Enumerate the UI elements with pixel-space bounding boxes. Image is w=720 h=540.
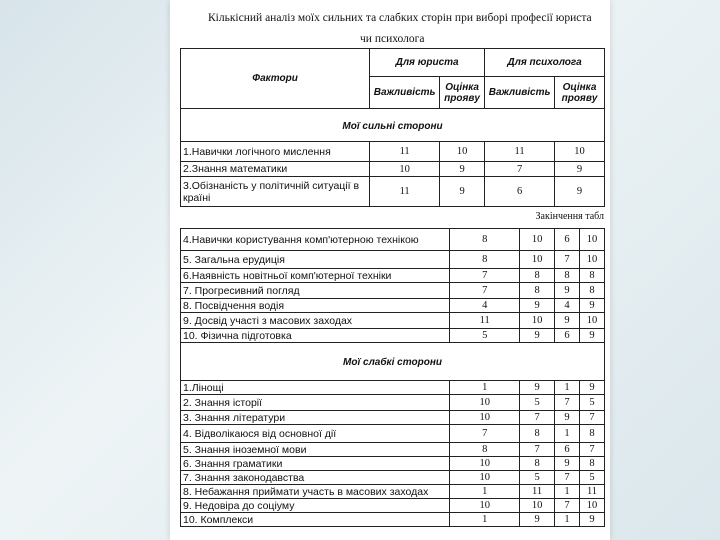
value-cell: 9	[555, 283, 580, 299]
value-cell: 9	[440, 177, 485, 207]
value-cell: 7	[580, 411, 605, 425]
value-cell: 1	[555, 425, 580, 443]
value-cell: 1	[450, 381, 520, 395]
weaknesses-section-title: Мої слабкі сторони	[181, 343, 605, 381]
value-cell: 10	[580, 499, 605, 513]
value-cell: 8	[450, 229, 520, 251]
value-cell: 11	[485, 142, 555, 162]
value-cell: 8	[450, 443, 520, 457]
header-lawyer: Для юриста	[370, 49, 485, 77]
table-row	[181, 485, 605, 499]
table-row	[181, 471, 605, 485]
strengths-section-title: Мої сильні сторони	[181, 109, 605, 142]
value-cell: 11	[520, 485, 555, 499]
value-cell: 6	[555, 443, 580, 457]
value-cell: 9	[555, 313, 580, 329]
value-cell: 10	[450, 457, 520, 471]
table-row	[181, 513, 605, 527]
value-cell: 1	[555, 485, 580, 499]
table-row	[181, 313, 605, 329]
table-row	[181, 381, 605, 395]
table-row	[181, 299, 605, 313]
value-cell: 1	[555, 381, 580, 395]
factor-cell: 6. Знання граматики	[181, 457, 450, 471]
value-cell: 11	[370, 142, 440, 162]
value-cell: 8	[520, 283, 555, 299]
value-cell: 10	[450, 471, 520, 485]
value-cell: 7	[450, 283, 520, 299]
strengths-table-part-1	[180, 48, 605, 207]
value-cell: 10	[440, 142, 485, 162]
value-cell: 5	[580, 395, 605, 411]
value-cell: 9	[520, 381, 555, 395]
value-cell: 8	[520, 269, 555, 283]
value-cell: 10	[520, 251, 555, 269]
value-cell: 5	[450, 329, 520, 343]
value-cell: 10	[450, 499, 520, 513]
value-cell: 10	[450, 395, 520, 411]
factor-cell: 10. Комплекси	[181, 513, 450, 527]
document-subtitle: чи психолога	[360, 33, 425, 45]
factor-cell: 10. Фізична підготовка	[181, 329, 450, 343]
header-importance-psychologist: Важливість	[485, 77, 555, 109]
value-cell: 1	[450, 513, 520, 527]
header-factors: Фактори	[181, 49, 370, 109]
value-cell: 10	[580, 313, 605, 329]
continuation-note: Закінчення табл	[535, 211, 604, 222]
table-row	[181, 229, 605, 251]
value-cell: 10	[450, 411, 520, 425]
value-cell: 11	[450, 313, 520, 329]
value-cell: 9	[555, 411, 580, 425]
factor-cell: 1.Навички логічного мислення	[181, 142, 370, 162]
value-cell: 4	[450, 299, 520, 313]
factor-cell: 1.Лінощі	[181, 381, 450, 395]
value-cell: 7	[520, 443, 555, 457]
document-slide	[170, 0, 610, 540]
table-row	[181, 162, 605, 177]
factor-cell: 3.Обізнаність у політичній ситуації в країні	[181, 177, 370, 207]
value-cell: 11	[580, 485, 605, 499]
value-cell: 9	[520, 513, 555, 527]
table-row	[181, 269, 605, 283]
table-row	[181, 457, 605, 471]
value-cell: 7	[520, 411, 555, 425]
strengths-table-part-2	[180, 228, 605, 527]
value-cell: 10	[520, 499, 555, 513]
table-row	[181, 425, 605, 443]
value-cell: 9	[580, 381, 605, 395]
value-cell: 9	[555, 457, 580, 471]
factor-cell: 8. Небажання приймати участь в масових заходах	[181, 485, 450, 499]
value-cell: 10	[520, 313, 555, 329]
table-row	[181, 395, 605, 411]
value-cell: 4	[555, 299, 580, 313]
factor-cell: 9. Досвід участі з масових заходах	[181, 313, 450, 329]
value-cell: 8	[580, 283, 605, 299]
factor-cell: 7. Знання законодавства	[181, 471, 450, 485]
table-row	[181, 251, 605, 269]
value-cell: 6	[485, 177, 555, 207]
value-cell: 1	[555, 513, 580, 527]
factor-cell: 4. Відволікаюся від основної дії	[181, 425, 450, 443]
value-cell: 9	[555, 162, 605, 177]
factor-cell: 5. Знання іноземної мови	[181, 443, 450, 457]
table-row	[181, 283, 605, 299]
value-cell: 9	[580, 513, 605, 527]
value-cell: 7	[555, 251, 580, 269]
header-rating-lawyer: Оцінка проявy	[440, 77, 485, 109]
table-row	[181, 411, 605, 425]
value-cell: 10	[580, 229, 605, 251]
table-row	[181, 329, 605, 343]
value-cell: 9	[580, 299, 605, 313]
value-cell: 10	[520, 229, 555, 251]
value-cell: 5	[520, 471, 555, 485]
value-cell: 8	[580, 457, 605, 471]
table-row	[181, 499, 605, 513]
table-row	[181, 177, 605, 207]
factor-cell: 2. Знання історії	[181, 395, 450, 411]
value-cell: 7	[485, 162, 555, 177]
value-cell: 10	[555, 142, 605, 162]
factor-cell: 4.Навички користування комп'ютерною технікою	[181, 229, 450, 251]
value-cell: 11	[370, 177, 440, 207]
value-cell: 8	[555, 269, 580, 283]
value-cell: 9	[520, 299, 555, 313]
value-cell: 7	[555, 471, 580, 485]
factor-cell: 7. Прогресивний погляд	[181, 283, 450, 299]
header-psychologist: Для психолога	[485, 49, 605, 77]
value-cell: 8	[450, 251, 520, 269]
table-row	[181, 443, 605, 457]
value-cell: 9	[580, 329, 605, 343]
value-cell: 10	[370, 162, 440, 177]
value-cell: 7	[555, 395, 580, 411]
factor-cell: 5. Загальна ерудиція	[181, 251, 450, 269]
value-cell: 9	[555, 177, 605, 207]
value-cell: 5	[520, 395, 555, 411]
value-cell: 7	[450, 425, 520, 443]
value-cell: 8	[580, 269, 605, 283]
header-importance-lawyer: Важливість	[370, 77, 440, 109]
value-cell: 6	[555, 229, 580, 251]
value-cell: 8	[580, 425, 605, 443]
value-cell: 1	[450, 485, 520, 499]
value-cell: 6	[555, 329, 580, 343]
factor-cell: 9. Недовіра до соціуму	[181, 499, 450, 513]
document-title: Кількісний аналіз моїх сильних та слабких сторін при виборі професії юриста	[208, 12, 592, 24]
value-cell: 9	[520, 329, 555, 343]
value-cell: 8	[520, 457, 555, 471]
value-cell: 5	[580, 471, 605, 485]
factor-cell: 8. Посвідчення водія	[181, 299, 450, 313]
factor-cell: 2.Знання математики	[181, 162, 370, 177]
table-row	[181, 142, 605, 162]
value-cell: 10	[580, 251, 605, 269]
factor-cell: 3. Знання літератури	[181, 411, 450, 425]
value-cell: 7	[450, 269, 520, 283]
value-cell: 7	[555, 499, 580, 513]
value-cell: 7	[580, 443, 605, 457]
header-rating-psychologist: Оцінка проявy	[555, 77, 605, 109]
factor-cell: 6.Наявність новітньої комп'ютерної техніки	[181, 269, 450, 283]
value-cell: 8	[520, 425, 555, 443]
value-cell: 9	[440, 162, 485, 177]
